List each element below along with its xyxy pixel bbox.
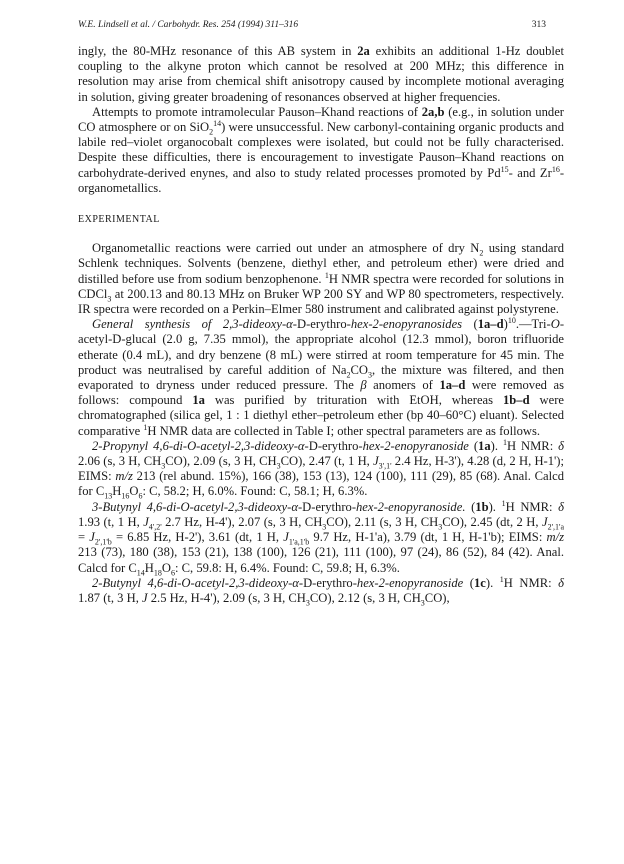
text-run: ) were unsuccessful. New carbonyl-containing organic products and labile red–violet organocobalt complexes were isolated, but could not be fully characterised. Despite these difficulties, there is encouragement to investigate Pauson–Khand reactions on carbohydrate-derived enynes, and also to study related processes promoted by Pd — [78, 120, 564, 180]
text-run: ). — [488, 499, 502, 514]
text-run: CO), 2.47 (t, 1 H, — [280, 454, 374, 469]
text-run: 1 — [499, 574, 504, 584]
text-run: at 200.13 and 80.13 MHz on Bruker WP 200 SY and WP 80 spectrometers, respectively. IR spectra were recorded on a Perkin–Elmer 580 instrument and calibrated against polystyrene. — [78, 286, 564, 317]
text-run: -organometallics. — [78, 165, 565, 195]
text-run: δ — [558, 438, 565, 453]
text-run: δ — [558, 499, 564, 514]
text-run: 1b–d — [502, 393, 530, 408]
text-run: 13 — [104, 492, 113, 501]
text-run: Organometallic reactions were carried out under an atmosphere of dry N — [92, 241, 480, 256]
paragraph-compound-1c — [78, 576, 564, 606]
text-run: ( — [468, 438, 479, 453]
text-run: 2 — [209, 127, 214, 137]
text-run: J — [89, 530, 95, 545]
text-run: 6 — [138, 492, 143, 501]
text-run: - — [306, 317, 311, 332]
text-run: was purified by trituration with EtOH, whereas — [204, 393, 503, 408]
text-run: 2a,b — [421, 104, 445, 119]
text-run: H NMR data are collected in Table I; other spectral parameters are as follows. — [147, 423, 541, 438]
text-run: H NMR: — [503, 575, 559, 590]
text-run: H NMR spectra were recorded for solutions in CDCl — [78, 271, 565, 301]
text-run: 1 — [143, 422, 148, 432]
text-run: ingly, the 80-MHz resonance of this AB system in — [78, 44, 358, 58]
text-run: - and Zr — [508, 165, 552, 180]
text-run: J — [373, 454, 379, 469]
text-run: 3 — [107, 294, 112, 304]
text-run: 9.7 Hz, H-1'a), 3.79 (dt, 1 H, H-1'b); EIMS: — [309, 530, 547, 545]
text-run: 1a–d — [439, 378, 466, 393]
text-run: -acetyl-D-glucal (2.0 g, 7.35 mmol), the appropriate alcohol (12.3 mmol), boron trifluoride etherate (0.4 mL), and dry benzene (8 mL) were stirred at room temperature for 45 min. The product was neutralised by careful addition of Na — [78, 317, 565, 377]
text-run: 6 — [170, 568, 175, 578]
text-run: J — [283, 530, 289, 545]
text-run: erythro — [310, 317, 347, 332]
text-run: 1 — [501, 498, 506, 508]
text-run: were chromatographed (silica gel, 1 : 1 diethyl ether–petroleum ether (bp 40–60°C) eluant). Selected comparative — [78, 393, 564, 438]
text-run: 2.06 (s, 3 H, CH — [78, 454, 162, 469]
text-run: ( — [465, 499, 476, 514]
text-run: 2.5 Hz, H-4'), 2.09 (s, 3 H, CH — [147, 590, 306, 605]
text-run: D-erythro — [302, 499, 352, 514]
text-run: 213 (rel abund. 15%), 166 (38), 153 (13), 124 (100), 111 (29), 85 (68). Anal. Calcd for C — [78, 469, 564, 499]
article-body — [78, 44, 564, 606]
text-run: 213 (73), 180 (38), 153 (21), 138 (100), 126 (21), 111 (100), 97 (24), 86 (52), 84 (42). Anal. Calcd for C — [78, 545, 564, 575]
text-run: ). — [485, 575, 500, 590]
paragraph-compound-1a — [78, 439, 564, 500]
text-run: exhibits an additional 1-Hz doublet coupling to the alkyne proton which cannot be resolved at 200 MHz; this difference in resolution may arise from chemical shift anisotropy caused by incomplete motional averaging in solution, giving greater broadening of resonances observed at higher frequencies. — [78, 44, 564, 104]
text-run: CO), 2.12 (s, 3 H, CH — [309, 590, 421, 605]
text-run: 15 — [500, 164, 509, 174]
text-run: J — [143, 514, 149, 529]
text-run: ( — [462, 317, 478, 332]
paragraph-compound-1b — [78, 500, 564, 576]
paragraph-pauson-khand — [78, 105, 564, 196]
text-run: ) — [503, 317, 508, 332]
text-run: 1a–d — [477, 317, 504, 332]
text-run: CO — [350, 362, 369, 377]
text-run: CO), 2.11 (s, 3 H, CH — [326, 514, 439, 529]
text-run: 2a — [357, 44, 370, 58]
paragraph-general-methods — [78, 241, 564, 317]
text-run: Attempts to promote intramolecular Pauson–Khand reactions of — [92, 104, 422, 119]
text-run: General synthesis of 2,3-dideoxy-α- — [92, 317, 297, 332]
text-run: , the mixture was filtered, and then evaporated to dryness under reduced pressure. The — [78, 362, 564, 393]
text-run: H NMR: — [505, 499, 559, 514]
text-run: 2 — [479, 248, 484, 258]
text-run: m/z — [546, 530, 564, 545]
text-run: ). — [490, 438, 503, 453]
paragraph-resolution — [78, 44, 564, 105]
text-run: H NMR: — [506, 438, 559, 453]
text-run: 2.7 Hz, H-4'), 2.07 (s, 3 H, CH — [161, 514, 323, 529]
text-run: 3 — [322, 522, 327, 532]
text-run: 1c — [473, 575, 486, 590]
text-run: O — [550, 317, 560, 332]
text-run: D-erythro — [308, 438, 359, 453]
text-run: 3',1' — [378, 461, 392, 471]
text-run: 3 — [368, 370, 373, 380]
text-run: .—Tri- — [515, 317, 551, 332]
text-run: 2-Butynyl 4,6-di-O-acetyl-2,3-dideoxy-α- — [92, 575, 304, 590]
text-run: 3 — [161, 461, 166, 471]
text-run: 3 — [420, 598, 425, 608]
text-run: J — [541, 514, 548, 529]
text-run: m/z — [115, 469, 133, 484]
text-run: 3 — [438, 522, 443, 532]
text-run: 1b — [475, 499, 489, 514]
text-run: 2 — [346, 370, 351, 380]
text-run: H — [144, 560, 154, 575]
text-run: 2-Propynyl 4,6-di-O-acetyl-2,3-dideoxy-α- — [92, 438, 309, 453]
text-run: 4',2' — [148, 522, 162, 532]
text-run: 1'a,1'b — [288, 537, 310, 547]
text-run: 16 — [121, 492, 130, 501]
text-run: -hex-2-enopyranoside — [352, 575, 464, 590]
text-run: = 6.85 Hz, H-2'), 3.61 (dt, 1 H, — [111, 530, 284, 545]
text-run: ( — [463, 575, 474, 590]
text-run: CO), — [424, 590, 450, 605]
section-heading-experimental: EXPERIMENTAL — [78, 214, 160, 226]
text-run: 10 — [507, 316, 516, 326]
text-run: D-erythro — [303, 575, 353, 590]
text-run: 2',1'b — [94, 537, 112, 547]
text-run: anomers of — [366, 378, 440, 393]
text-run: 3 — [305, 598, 310, 608]
text-run: -hex-2-enopyranoside. — [351, 499, 466, 514]
text-run: using standard Schlenk techniques. Solvents (benzene, diethyl ether, and petroleum ether) were dried and distilled before use from sodium benzophenone. — [78, 241, 564, 286]
text-run: J — [142, 590, 148, 605]
text-run: D — [296, 317, 307, 332]
text-run: 2.4 Hz, H-3'), 4.28 (d, 2 H, H-1'); EIMS: — [78, 454, 564, 484]
text-run: 2',1'a — [547, 522, 564, 532]
text-run: H — [112, 484, 122, 499]
text-run: 1 — [324, 270, 329, 280]
page-number: 313 — [531, 20, 546, 30]
text-run: (e.g., in solution under CO atmosphere or on SiO — [78, 104, 564, 135]
text-run: CO), 2.09 (s, 3 H, CH — [165, 454, 277, 469]
text-run: 14 — [136, 568, 145, 578]
text-run: 1 — [502, 437, 507, 447]
text-run: O — [161, 560, 171, 575]
text-run: : C, 59.8: H, 6.4%. Found: C, 59.8; H, 6.3%. — [174, 560, 400, 575]
text-run: 3-Butynyl 4,6-di-O-acetyl-2,3-dideoxy-α- — [92, 499, 303, 514]
text-run: 18 — [153, 568, 162, 578]
text-run: 1.93 (t, 1 H, — [78, 514, 144, 529]
running-header-citation: W.E. Lindsell et al. / Carbohydr. Res. 254 (1994) 311–316 — [78, 20, 299, 30]
text-run: CO), 2.45 (dt, 2 H, — [442, 514, 542, 529]
text-run: δ — [558, 575, 564, 590]
running-header — [78, 20, 546, 30]
text-run: were removed as follows: compound — [78, 378, 565, 408]
text-run: β — [360, 378, 367, 393]
text-run: -hex-2-enopyranoside — [358, 438, 469, 453]
paragraph-general-synthesis — [78, 317, 564, 439]
text-run: = — [78, 530, 90, 545]
text-run: 1.87 (t, 3 H, — [78, 590, 143, 605]
text-run: 1a — [478, 438, 491, 453]
text-run: 1a — [192, 393, 205, 408]
text-run: : C, 58.2; H, 6.0%. Found: C, 58.1; H, 6.3%. — [142, 484, 368, 499]
text-run: -hex-2-enopyranosides — [346, 317, 463, 332]
text-run: 14 — [213, 118, 222, 128]
text-run: 16 — [551, 164, 560, 174]
text-run: O — [129, 484, 139, 499]
text-run: 3 — [276, 461, 281, 471]
